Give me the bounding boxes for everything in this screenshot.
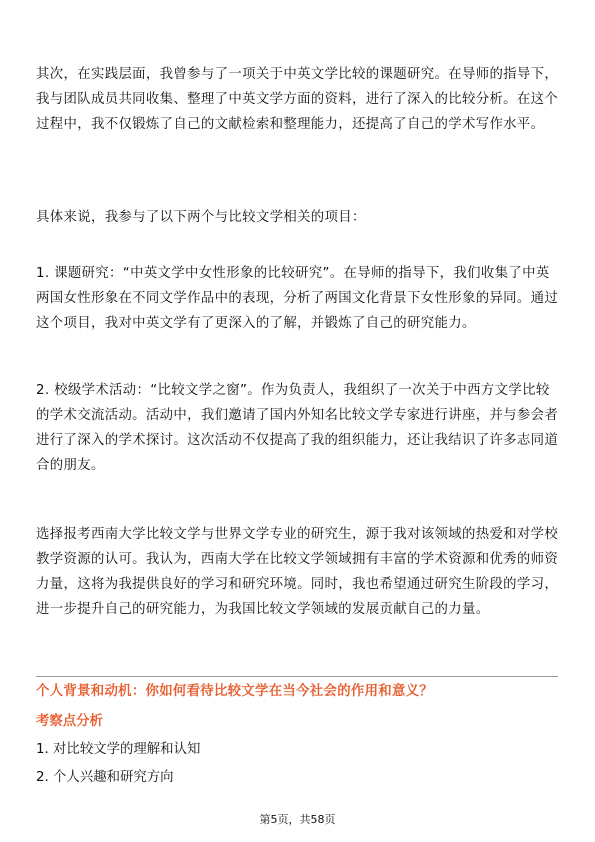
analysis-subheading: 考察点分析 [36, 714, 103, 729]
page-number: 第5页，共58页 [259, 813, 336, 826]
paragraph-motivation: 选择报考西南大学比较文学与世界文学专业的研究生，源于我对该领域的热爱和对学校教学资源的认可。我认为，西南大学在比较文学领域拥有丰富的学术资源和优秀的师资力量，这将为我提供良好的学习和研究环境。同时，我也希望通过研究生阶段的学习，进一步提升自己的研究能力，为我国比较文学领域的发展贡献自己的力量。 [36, 527, 559, 617]
paragraph-projects-intro: 具体来说，我参与了以下两个与比较文学相关的项目： [36, 210, 366, 225]
paragraph-project-1: 1. 课题研究：“中英文学中女性形象的比较研究”。在导师的指导下，我们收集了中英两国女性形象在不同文学作品中的表现，分析了两国文化背景下女性形象的异同。通过这个项目，我对中英文学有了更深入的了解，并锻炼了自己的研究能力。 [36, 266, 559, 331]
section-divider [36, 676, 558, 677]
paragraph-project-2: 2. 校级学术活动：“比较文学之窗”。作为负责人，我组织了一次关于中西方文学比较的学术交流活动。活动中，我们邀请了国内外知名比较文学专家进行讲座，并与参会者进行了深入的学术探讨。这次活动不仅提高了我的组织能力，还让我结识了许多志同道合的朋友。 [36, 383, 559, 473]
analysis-points-list [36, 737, 200, 793]
question-heading: 个人背景和动机：你如何看待比较文学在当今社会的作用和意义？ [36, 684, 434, 699]
list-item: 2. 个人兴趣和研究方向 [36, 770, 174, 785]
list-item: 1. 对比较文学的理解和认知 [36, 742, 201, 757]
paragraph-practice-research: 其次，在实践层面，我曾参与了一项关于中英文学比较的课题研究。在导师的指导下，我与团队成员共同收集、整理了中英文学方面的资料，进行了深入的比较分析。在这个过程中，我不仅锻炼了自己的文献检索和整理能力，还提高了自己的学术写作水平。 [36, 67, 559, 132]
